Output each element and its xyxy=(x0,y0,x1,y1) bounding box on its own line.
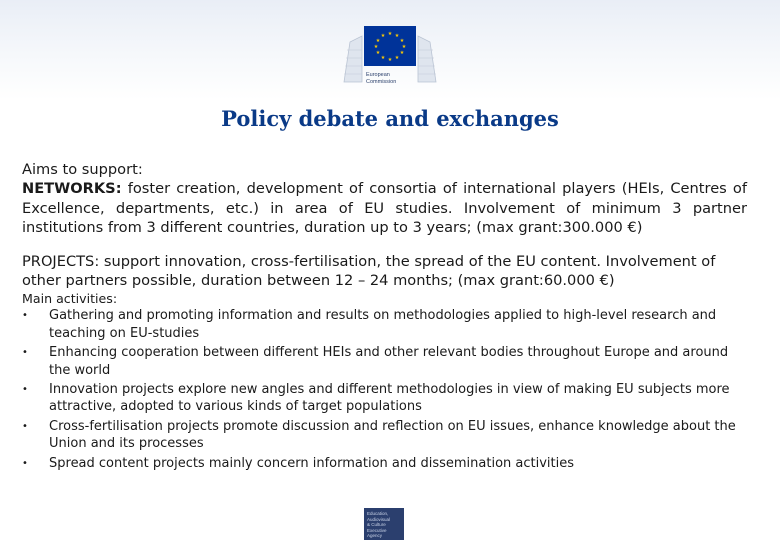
agency-logo-line: & Culture xyxy=(367,522,386,527)
page-title: Policy debate and exchanges xyxy=(221,106,559,131)
svg-text:★: ★ xyxy=(394,55,400,61)
svg-text:★: ★ xyxy=(380,33,386,39)
bullet-icon: • xyxy=(22,384,28,396)
svg-text:★: ★ xyxy=(380,55,386,61)
bullet-icon: • xyxy=(22,420,28,432)
agency-logo-line: Executive Agency xyxy=(367,527,387,538)
slide-body xyxy=(22,160,747,474)
svg-text:★: ★ xyxy=(387,57,393,63)
bullet-icon: • xyxy=(22,347,28,359)
bullet-icon: • xyxy=(22,457,28,469)
svg-text:★: ★ xyxy=(399,50,405,56)
networks-paragraph xyxy=(22,179,747,237)
activities-label: Main activities: xyxy=(22,291,118,307)
activities-list xyxy=(22,307,747,472)
svg-text:★: ★ xyxy=(375,38,381,44)
svg-text:★: ★ xyxy=(394,33,400,39)
list-item-text: Spread content projects mainly concern information and dissemination activities xyxy=(49,455,575,471)
list-item-text: Enhancing cooperation between different HEIs and other relevant bodies throughout Europe and around the world xyxy=(49,345,729,378)
projects-text: support innovation, cross-fertilisation, the spread of the EU content. Involvement of other partners possible, duration between 12 – 24 months; (max grant:60.000 €) xyxy=(22,252,716,290)
list-item xyxy=(22,381,747,416)
list-item xyxy=(22,418,747,453)
svg-text:★: ★ xyxy=(387,31,393,37)
projects-paragraph xyxy=(22,252,747,291)
svg-text:★: ★ xyxy=(399,38,405,44)
agency-logo-line: Audiovisual xyxy=(367,516,391,522)
agency-logo-icon xyxy=(364,508,404,540)
header-banner xyxy=(0,0,780,100)
svg-text:★: ★ xyxy=(373,44,379,50)
aims-label: Aims to support: xyxy=(22,161,143,178)
logo-caption xyxy=(366,72,396,86)
networks-text: foster creation, development of consortia of international players (HEIs, Centres of Excellence, departments, etc.) in area of EU studies. Involvement of minimum 3 partner institutions from 3 different countries, duration up to 3 years; (max grant:300.000 €) xyxy=(22,180,747,237)
logo-caption-line: Commission xyxy=(366,79,397,85)
list-item-text: Cross-fertilisation projects promote discussion and reflection on EU issues, enhance knowledge about the Union and its processes xyxy=(49,418,736,452)
bullet-icon: • xyxy=(22,310,28,322)
list-item xyxy=(22,307,747,342)
list-item-text: Gathering and promoting information and results on methodologies applied to high-level research and teaching on EU-studies xyxy=(49,308,717,341)
projects-label: PROJECTS: xyxy=(22,252,100,270)
list-item-text: Innovation projects explore new angles and different methodologies in view of making EU subjects more attractive, adopted to various kinds of target populations xyxy=(49,382,730,415)
networks-label: NETWORKS: xyxy=(22,180,122,198)
list-item xyxy=(22,344,747,379)
svg-text:★: ★ xyxy=(401,44,407,50)
list-item xyxy=(22,455,747,472)
agency-logo-line: Education, xyxy=(367,511,389,516)
svg-text:★: ★ xyxy=(375,50,381,56)
logo-caption-line: European xyxy=(366,72,390,78)
